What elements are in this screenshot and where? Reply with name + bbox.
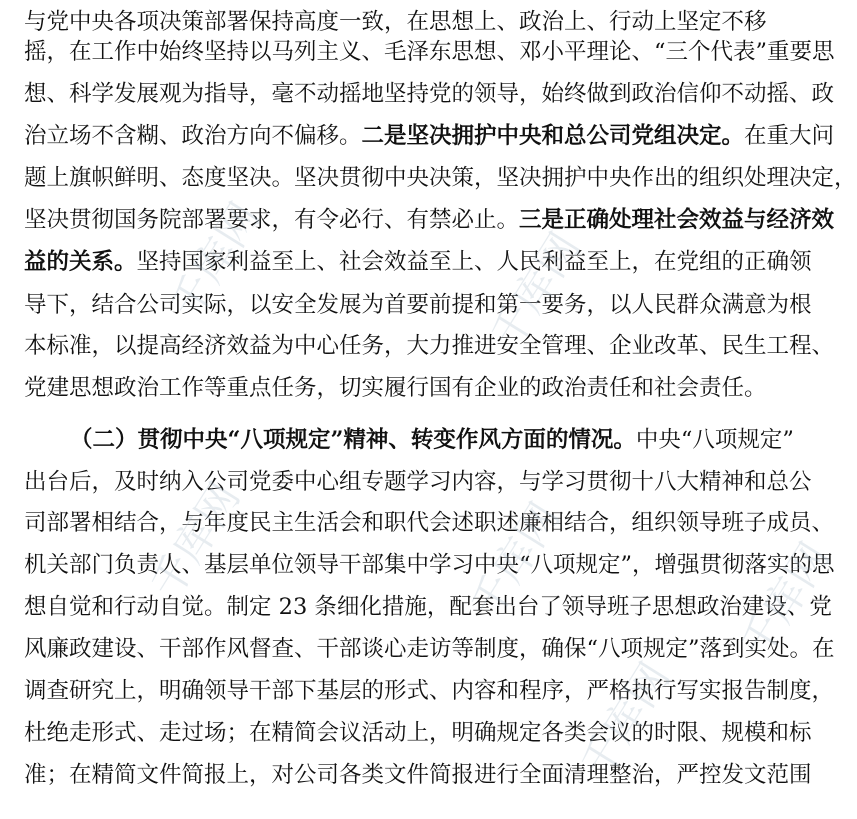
text-line [24,331,835,361]
text-line [24,550,835,580]
text-line [24,79,835,109]
text-line [24,718,812,748]
bold-text-segment: 二是坚决拥护中央和总公司党组决定。 [361,123,745,149]
text-line [24,121,835,151]
text-line [24,205,835,235]
text-line [24,373,776,403]
text-segment: 杜绝走形式、走过场；在精简会议活动上，明确规定各类会议的时限、规模和标 [24,720,812,746]
text-segment: 导下，结合公司实际，以安全发展为首要前提和第一要务，以人民群众满意为根 [24,292,812,318]
bold-text-segment: 益的关系。 [24,249,137,275]
text-line [24,760,812,790]
text-segment: 风廉政建设、干部作风督查、干部谈心走访等制度，确保“八项规定”落到实处。在 [24,636,835,662]
text-segment: 党建思想政治工作等重点任务，切实履行国有企业的政治责任和社会责任。 [24,375,767,401]
watermark-text: 千库网 [160,193,270,327]
text-line [24,676,835,706]
text-segment: 出台后，及时纳入公司党委中心组专题学习内容，与学习贯彻十八大精神和总公 [24,469,812,495]
text-segment: 在重大问 [744,123,835,149]
watermark-text: 千库网 [730,533,840,667]
text-segment: 想自觉和行动自觉。制定 23 条细化措施，配套出台了领导班子思想政治建设、党 [24,594,832,620]
text-line [24,37,835,67]
text-segment: 机关部门负责人、基层单位领导干部集中学习中央“八项规定”，增强贯彻落实的思 [24,552,835,578]
text-segment: 调查研究上，明确领导干部下基层的形式、内容和程序，严格执行写实报告制度， [24,678,835,704]
watermark-text: 千库网 [140,473,250,607]
text-line [24,467,812,497]
bold-text-segment: 三是正确处理社会效益与经济效 [519,207,835,233]
text-line [24,163,857,193]
text-line [24,634,835,664]
text-segment: 坚持国家利益至上、社会效益至上、人民利益至上，在党组的正确领 [136,249,812,275]
text-segment: 中央“八项规定” [635,427,794,453]
watermark-text: 千库网 [460,493,570,627]
watermark-text: 千库网 [480,223,590,357]
text-line [24,7,776,37]
text-segment: 与党中央各项决策部署保持高度一致，在思想上、政治上、行动上坚定不移 [24,9,767,35]
text-segment: 题上旗帜鲜明、态度坚决。坚决贯彻中央决策，坚决拥护中央作出的组织处理决定， [24,165,857,191]
text-segment: 坚决贯彻国务院部署要求，有令必行、有禁必止。 [24,207,520,233]
watermark-text: 千库网 [570,653,680,787]
text-line [24,508,835,538]
text-line [24,247,812,277]
bold-text-segment: （二）贯彻中央“八项规定”精神、转变作风方面的情况。 [70,427,636,453]
text-segment: 司部署相结合，与年度民主生活会和职代会述职述廉相结合，组织领导班子成员、 [24,510,835,536]
text-segment: 治立场不含糊、政治方向不偏移。 [24,123,362,149]
text-segment: 想、科学发展观为指导，毫不动摇地坚持党的领导，始终做到政治信仰不动摇、政 [24,81,835,107]
text-line [24,290,812,320]
text-segment: 本标准，以提高经济效益为中心任务，大力推进安全管理、企业改革、民生工程、 [24,333,835,359]
text-line [24,592,832,622]
text-segment: 准；在精简文件简报上，对公司各类文件简报进行全面清理整治，严控发文范围 [24,762,812,788]
text-line [70,425,794,455]
text-segment: 摇，在工作中始终坚持以马列主义、毛泽东思想、邓小平理论、“三个代表”重要思 [24,39,835,65]
